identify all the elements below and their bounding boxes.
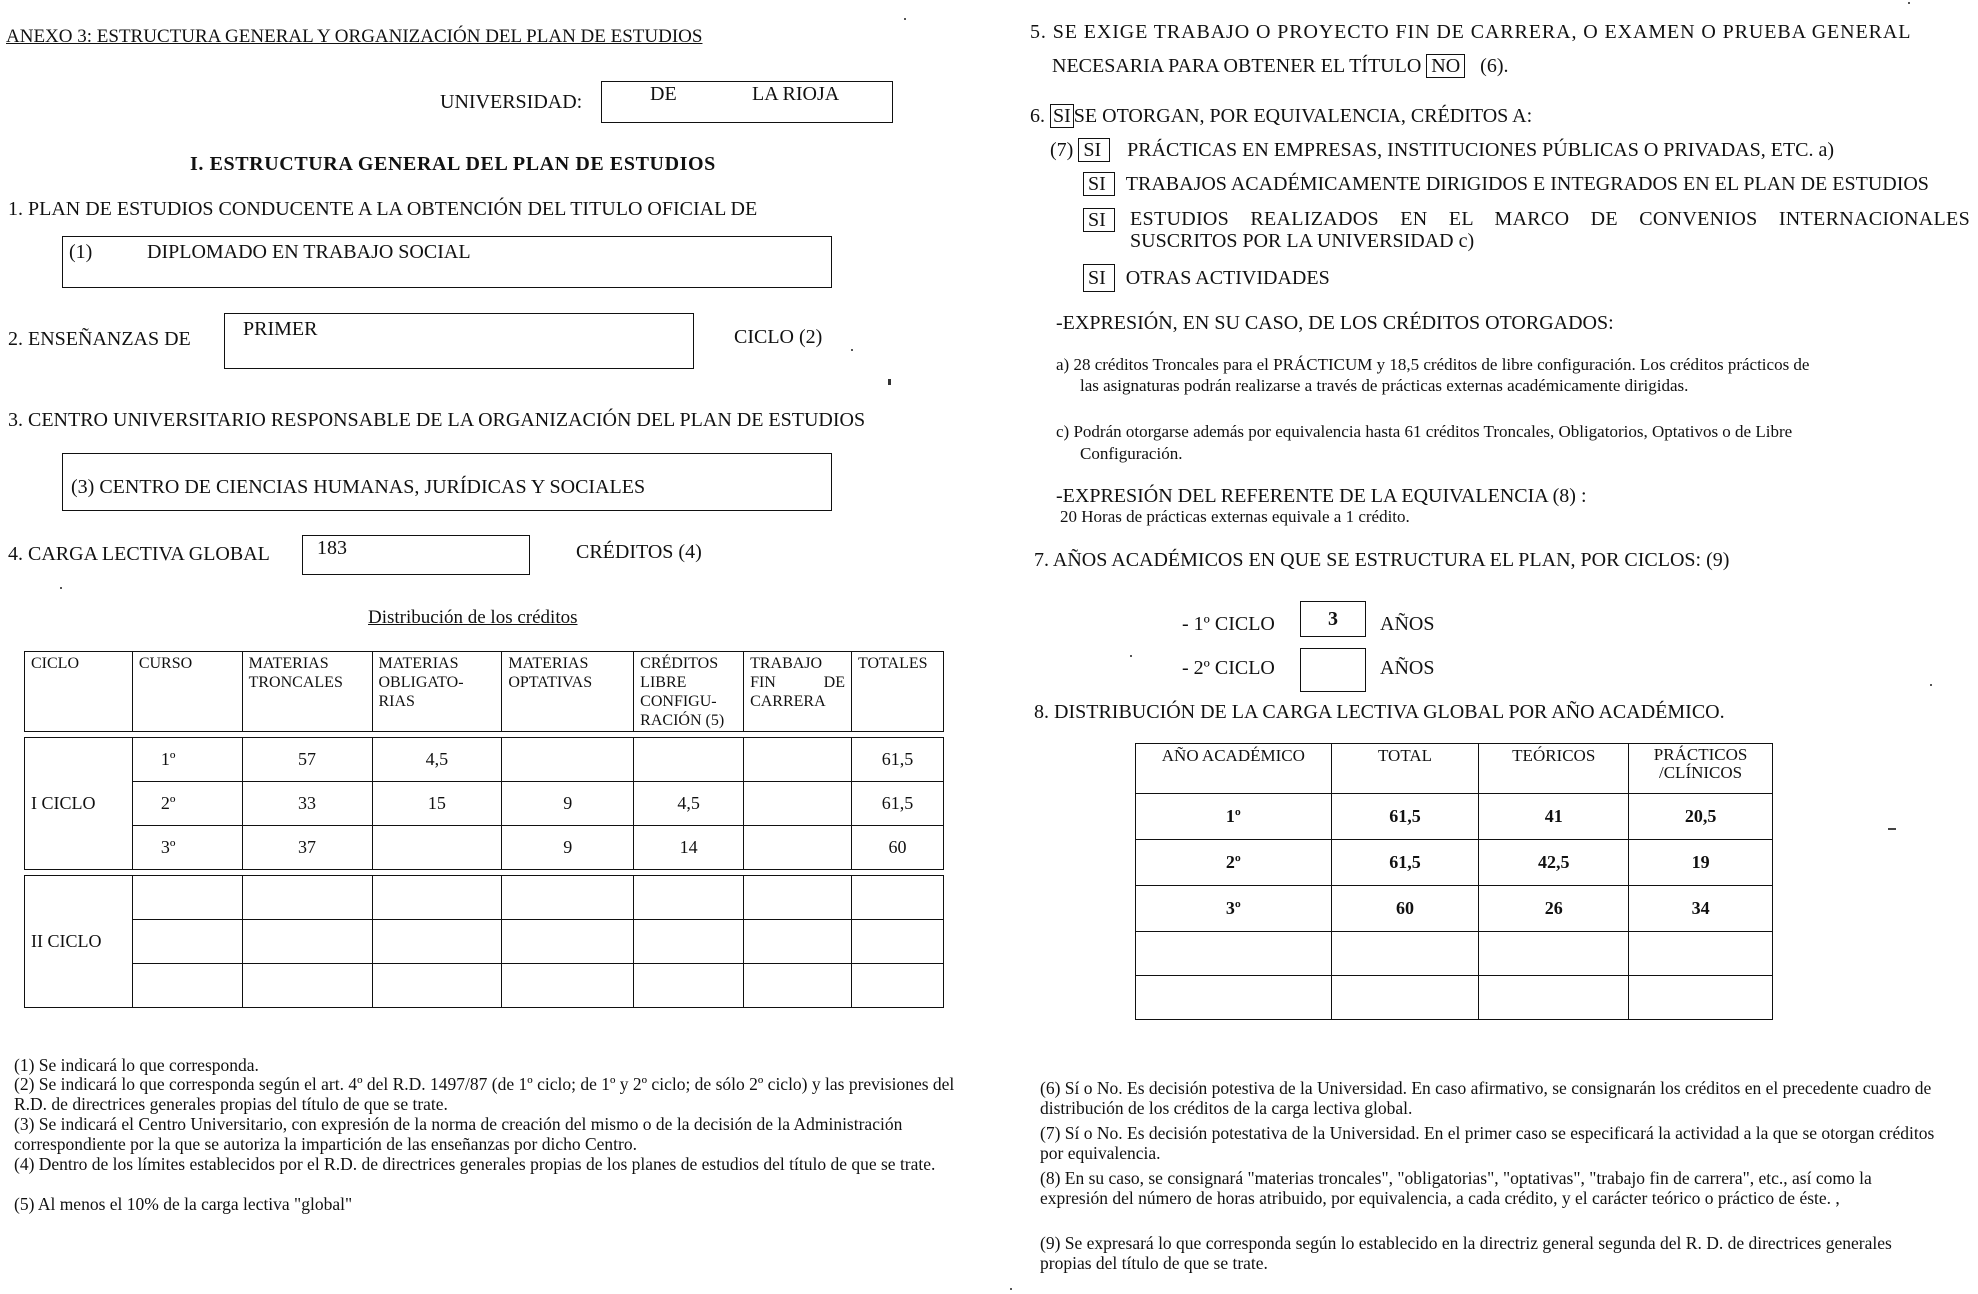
- item5-answer-box: NO: [1426, 54, 1465, 78]
- sub-label: PRÁCTICAS EN EMPRESAS, INSTITUCIONES PÚBLICAS O PRIVADAS, ETC. a): [1127, 139, 1835, 161]
- curso-cell: 1º: [132, 738, 242, 782]
- expr-a-line2: las asignaturas podrán realizarse a través de prácticas externas académicamente dirigidas.: [1080, 376, 1689, 395]
- obligatorias-cell: 15: [372, 782, 502, 826]
- item5-text: NECESARIA PARA OBTENER EL TÍTULO: [1052, 55, 1422, 77]
- teoricos-cell: 26: [1479, 886, 1629, 932]
- header-cell: TOTALES: [851, 652, 943, 732]
- sub-item-0: [1050, 138, 1834, 162]
- sub-label: OTRAS ACTIVIDADES: [1125, 267, 1330, 289]
- ano-cell: 2º: [1136, 840, 1332, 886]
- sub-answer-box: SI: [1083, 264, 1115, 292]
- ciclo2-years-box: [1300, 648, 1366, 692]
- ref-title: -EXPRESIÓN DEL REFERENTE DE LA EQUIVALENCIA (8) :: [1056, 485, 1587, 507]
- item6-answer-box: SI: [1050, 104, 1074, 128]
- item2-label: 2. ENSEÑANZAS DE: [8, 328, 191, 350]
- troncales-cell: 33: [242, 782, 372, 826]
- anos-label: AÑOS: [1380, 657, 1435, 679]
- item3-value: (3) CENTRO DE CIENCIAS HUMANAS, JURÍDICAS Y SOCIALES: [71, 476, 646, 498]
- teoricos-cell: 41: [1479, 794, 1629, 840]
- item6-label: SE OTORGAN, POR EQUIVALENCIA, CRÉDITOS A:: [1073, 105, 1533, 127]
- curso-cell: 2º: [132, 782, 242, 826]
- ano-cell: 3º: [1136, 886, 1332, 932]
- footnote: (3) Se indicará el Centro Universitario, con expresión de la norma de creación del mismo o de la decisión de la Administración correspondiente por la que se autoriza la impartición de las enseñanzas por dicho Centro.: [14, 1114, 903, 1154]
- item5-line2: [1052, 54, 1509, 78]
- total-cell: 61,5: [1331, 840, 1479, 886]
- item2-suffix: CICLO (2): [734, 326, 823, 348]
- sub-label: ESTUDIOS REALIZADOS EN EL MARCO DE CONVENIOS INTERNACIONALES: [1130, 208, 1970, 230]
- sub-item-2: [1083, 208, 1115, 232]
- footnote: (4) Dentro de los límites establecidos por el R.D. de directrices generales propias de los planes de estudios del título de que se trate.: [14, 1154, 936, 1174]
- optativas-cell: [502, 738, 634, 782]
- item2-box: [224, 313, 694, 369]
- item3-label: 3. CENTRO UNIVERSITARIO RESPONSABLE DE LA ORGANIZACIÓN DEL PLAN DE ESTUDIOS: [8, 409, 866, 431]
- header-cell: TEÓRICOS: [1479, 744, 1629, 794]
- sub-item-1: [1083, 172, 1929, 196]
- sub-label-2: SUSCRITOS POR LA UNIVERSIDAD c): [1130, 230, 1475, 252]
- item8-label: 8. DISTRIBUCIÓN DE LA CARGA LECTIVA GLOBAL POR AÑO ACADÉMICO.: [1034, 701, 1725, 723]
- item6-sub-num: (7): [1050, 139, 1074, 161]
- footnote: (1) Se indicará lo que corresponda.: [14, 1055, 259, 1075]
- sub-answer-box: SI: [1083, 208, 1115, 232]
- teoricos-cell: 42,5: [1479, 840, 1629, 886]
- practicos-cell: 19: [1629, 840, 1773, 886]
- troncales-cell: 37: [242, 826, 372, 870]
- ciclo2-label: - 2º CICLO: [1182, 657, 1275, 679]
- item1-label: 1. PLAN DE ESTUDIOS CONDUCENTE A LA OBTENCIÓN DEL TITULO OFICIAL DE: [8, 198, 758, 220]
- item5-line1: 5. SE EXIGE TRABAJO O PROYECTO FIN DE CARRERA, O EXAMEN O PRUEBA GENERAL: [1030, 21, 1912, 43]
- table-row: [1136, 840, 1773, 886]
- obligatorias-cell: 4,5: [372, 738, 502, 782]
- load-distribution-table: [1135, 743, 1773, 1020]
- universidad-label: UNIVERSIDAD:: [440, 91, 583, 113]
- total-cell: 60: [1331, 886, 1479, 932]
- universidad-box: [601, 81, 893, 123]
- anos-label: AÑOS: [1380, 613, 1435, 635]
- universidad-value-1: DE: [650, 83, 677, 105]
- libre-cell: 14: [634, 826, 744, 870]
- header-cell: CURSO: [132, 652, 242, 732]
- obligatorias-cell: [372, 826, 502, 870]
- item5-suffix: (6).: [1480, 55, 1509, 77]
- total-cell: 61,5: [1331, 794, 1479, 840]
- item4-label: 4. CARGA LECTIVA GLOBAL: [8, 543, 270, 565]
- footnote: (5) Al menos el 10% de la carga lectiva "global": [14, 1194, 353, 1214]
- item1-box: [62, 236, 832, 288]
- fin-cell: [744, 782, 852, 826]
- troncales-cell: 57: [242, 738, 372, 782]
- section-title: I. ESTRUCTURA GENERAL DEL PLAN DE ESTUDIOS: [190, 153, 716, 175]
- item6-heading: [1030, 104, 1532, 128]
- item3-box: [62, 453, 832, 511]
- item7-label: 7. AÑOS ACADÉMICOS EN QUE SE ESTRUCTURA EL PLAN, POR CICLOS: (9): [1034, 549, 1730, 571]
- totales-cell: 61,5: [851, 738, 943, 782]
- table-row: [25, 826, 944, 870]
- ciclo1-value: 3: [1328, 608, 1338, 630]
- table-header-row: [25, 652, 944, 732]
- annex-title: ANEXO 3: ESTRUCTURA GENERAL Y ORGANIZACIÓN DEL PLAN DE ESTUDIOS: [6, 26, 703, 47]
- practicos-cell: 20,5: [1629, 794, 1773, 840]
- table-row: [1136, 794, 1773, 840]
- header-cell: TRABAJO FIN DE CARRERA: [744, 652, 852, 732]
- item4-box: [302, 535, 530, 575]
- table-header-row: [1136, 744, 1773, 794]
- sub-answer-box: SI: [1083, 172, 1115, 196]
- ref-value: 20 Horas de prácticas externas equivale a 1 crédito.: [1060, 507, 1410, 526]
- table-row: [25, 782, 944, 826]
- item2-value: PRIMER: [243, 318, 318, 340]
- dist-title: Distribución de los créditos: [368, 607, 578, 628]
- ciclo-cell: II CICLO: [25, 876, 133, 1008]
- footnote: (8) En su caso, se consignará "materias troncales", "obligatorias", "optativas", "trabajo fin de carrera", etc., así como la expresión del número de horas atribuido, por equivalencia, a cada crédito, y el carácter teórico o práctico de éste. ,: [1040, 1168, 1872, 1208]
- ciclo-cell: I CICLO: [25, 738, 133, 870]
- practicos-cell: 34: [1629, 886, 1773, 932]
- header-cell: AÑO ACADÉMICO: [1136, 744, 1332, 794]
- table-row: [1136, 886, 1773, 932]
- table-row: [25, 876, 944, 920]
- header-cell: MATERIAS TRONCALES: [242, 652, 372, 732]
- header-cell: MATERIAS OPTATIVAS: [502, 652, 634, 732]
- header-cell: MATERIAS OBLIGATO- RIAS: [372, 652, 502, 732]
- footnote: (6) Sí o No. Es decisión potestiva de la Universidad. En caso afirmativo, se consignarán los créditos en el precedente cuadro de distribución de los créditos de la carga lectiva global.: [1040, 1078, 1932, 1118]
- expr-c-line1: c) Podrán otorgarse además por equivalencia hasta 61 créditos Troncales, Obligatorios, Optativos o de Libre: [1056, 422, 1793, 441]
- header-cell: CRÉDITOS LIBRE CONFIGU- RACIÓN (5): [634, 652, 744, 732]
- table-row: [25, 738, 944, 782]
- libre-cell: [634, 738, 744, 782]
- ano-cell: 1º: [1136, 794, 1332, 840]
- expr-title: -EXPRESIÓN, EN SU CASO, DE LOS CRÉDITOS OTORGADOS:: [1056, 312, 1614, 334]
- header-cell: PRÁCTICOS /CLÍNICOS: [1629, 744, 1773, 794]
- fin-cell: [744, 738, 852, 782]
- sub-item-3: [1083, 264, 1330, 292]
- footnote: (2) Se indicará lo que corresponda según el art. 4º del R.D. 1497/87 (de 1º ciclo; de 1º y 2º ciclo; de sólo 2º ciclo) y las previsiones del R.D. de directrices generales propias del título de que se trate.: [14, 1074, 955, 1114]
- item4-suffix: CRÉDITOS (4): [576, 541, 702, 563]
- totales-cell: 60: [851, 826, 943, 870]
- libre-cell: 4,5: [634, 782, 744, 826]
- sub-answer-box: SI: [1078, 138, 1110, 162]
- expr-a-line1: a) 28 créditos Troncales para el PRÁCTICUM y 18,5 créditos de libre configuración. Los créditos prácticos de: [1056, 355, 1810, 374]
- footnote: (9) Se expresará lo que corresponda según lo establecido en la directriz general segunda del R. D. de directrices generales propias del título de que se trate.: [1040, 1233, 1892, 1273]
- sub-label: TRABAJOS ACADÉMICAMENTE DIRIGIDOS E INTEGRADOS EN EL PLAN DE ESTUDIOS: [1125, 173, 1929, 195]
- optativas-cell: 9: [502, 782, 634, 826]
- universidad-value-2: LA RIOJA: [752, 83, 840, 105]
- item4-value: 183: [317, 537, 347, 559]
- curso-cell: 3º: [132, 826, 242, 870]
- ciclo1-label: - 1º CICLO: [1182, 613, 1275, 635]
- ciclo1-years-box: [1300, 601, 1366, 637]
- item1-num: (1): [69, 241, 93, 263]
- totales-cell: 61,5: [851, 782, 943, 826]
- item6-num: 6.: [1030, 105, 1045, 127]
- credit-distribution-table: [24, 651, 944, 1008]
- fin-cell: [744, 826, 852, 870]
- footnote: (7) Sí o No. Es decisión potestativa de la Universidad. En el primer caso se especificará la actividad a la que se otorgan créditos por equivalencia.: [1040, 1123, 1935, 1163]
- header-cell: TOTAL: [1331, 744, 1479, 794]
- header-cell: CICLO: [25, 652, 133, 732]
- item1-value: DIPLOMADO EN TRABAJO SOCIAL: [147, 241, 471, 263]
- expr-c-line2: Configuración.: [1080, 444, 1183, 463]
- optativas-cell: 9: [502, 826, 634, 870]
